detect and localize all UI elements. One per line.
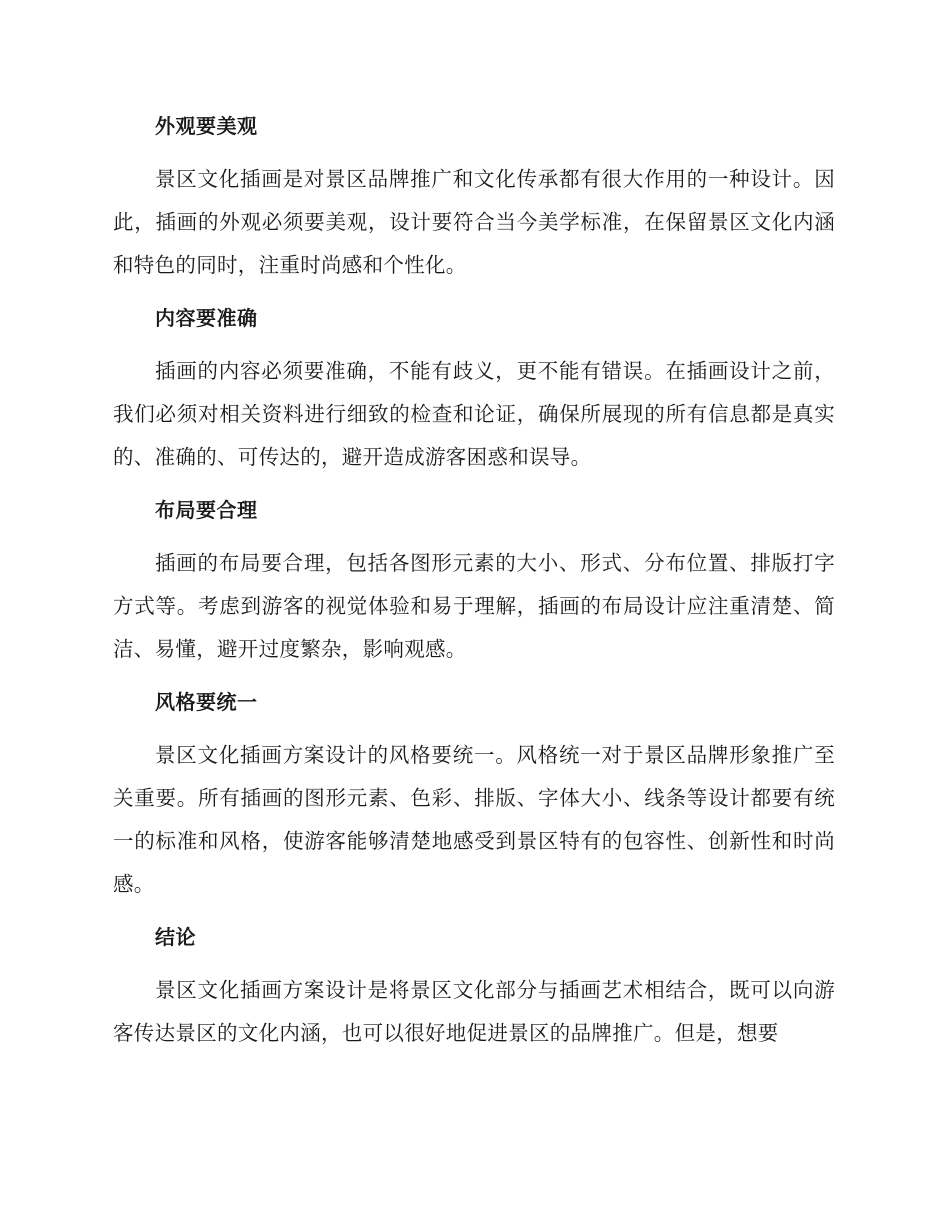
section-paragraph-style: 景区文化插画方案设计的风格要统一。风格统一对于景区品牌形象推广至关重要。所有插画的图形元素、色彩、排版、字体大小、线条等设计都要有统一的标准和风格，使游客能够清楚地感受到景区特有的包容性、创新性和时尚感。 [113,743,835,896]
section-paragraph-layout: 插画的布局要合理，包括各图形元素的大小、形式、分布位置、排版打字方式等。考虑到游客的视觉体验和易于理解，插画的布局设计应注重清楚、简洁、易懂，避开过度繁杂，影响观感。 [113,551,835,661]
document-page [113,106,835,1055]
section-heading-appearance: 外观要美观 [155,114,258,138]
section-heading-content: 内容要准确 [155,306,258,330]
section-paragraph-appearance: 景区文化插画是对景区品牌推广和文化传承都有很大作用的一种设计。因此，插画的外观必须要美观，设计要符合当今美学标准，在保留景区文化内涵和特色的同时，注重时尚感和个性化。 [113,167,835,277]
section-heading-layout: 布局要合理 [155,498,258,522]
section-paragraph-conclusion: 景区文化插画方案设计是将景区文化部分与插画艺术相结合，既可以向游客传达景区的文化内涵，也可以很好地促进景区的品牌推广。但是，想要 [113,978,835,1045]
section-heading-style: 风格要统一 [155,690,258,714]
section-heading-conclusion: 结论 [155,925,196,949]
section-paragraph-content: 插画的内容必须要准确，不能有歧义，更不能有错误。在插画设计之前，我们必须对相关资料进行细致的检查和论证，确保所展现的所有信息都是真实的、准确的、可传达的，避开造成游客困惑和误导。 [113,359,835,469]
